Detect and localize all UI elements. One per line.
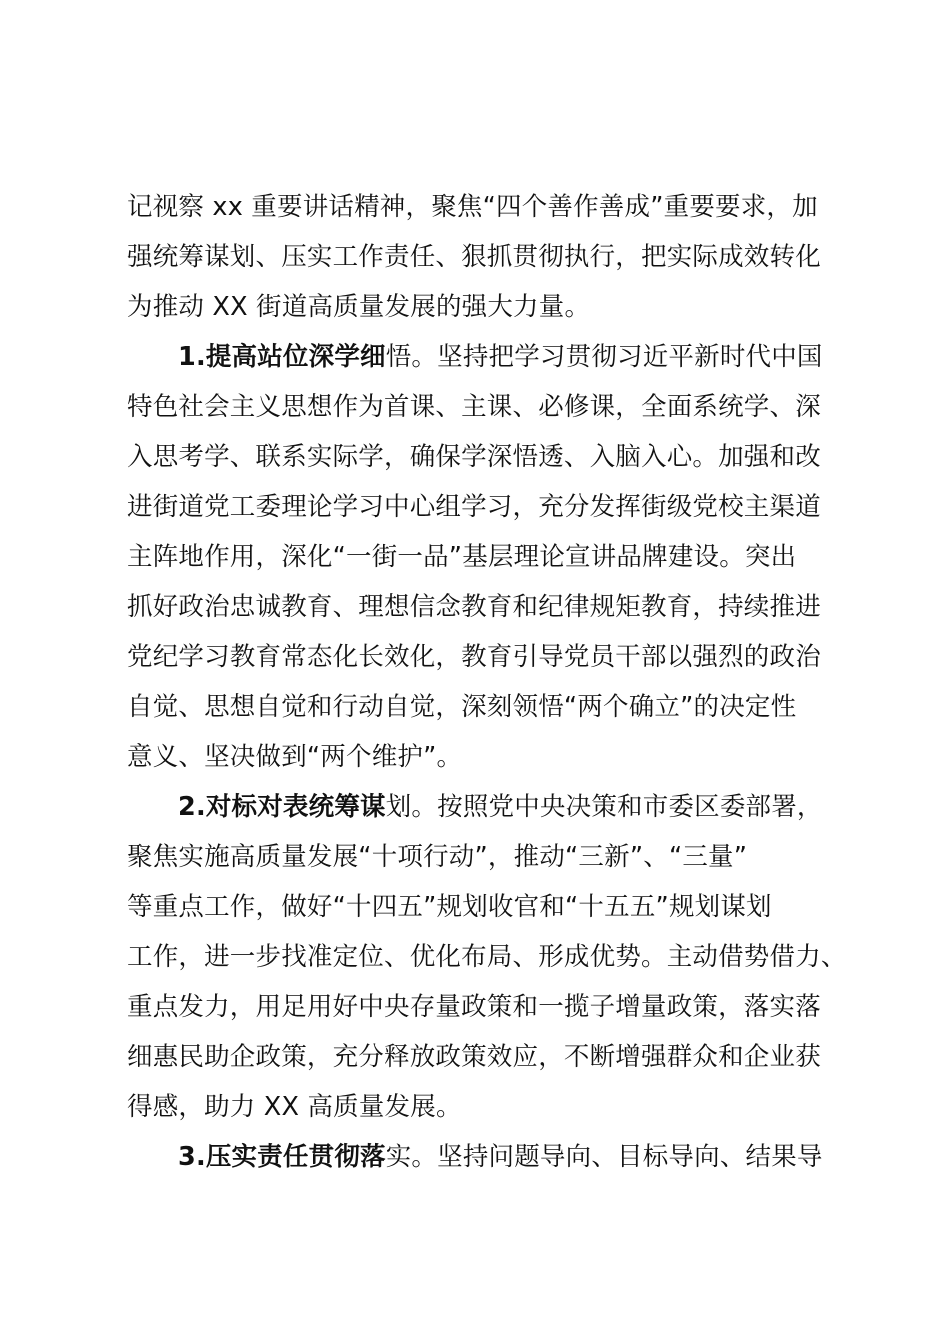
intro-line-1: 记视察 xx 重要讲话精神，聚焦“四个善作善成”重要要求，加 xyxy=(127,192,818,222)
p3-heading: 3.压实责任贯彻落 xyxy=(178,1142,386,1172)
p3-first-rest: 实。坚持问题导向、目标导向、结果导 xyxy=(385,1142,823,1172)
p2-line: 聚焦实施高质量发展“十项行动”，推动“三新”、“三量” xyxy=(127,842,748,872)
p1-line: 特色社会主义思想作为首课、主课、必修课，全面系统学、深 xyxy=(127,392,821,422)
p2-line: 细惠民助企政策，充分释放政策效应，不断增强群众和企业获 xyxy=(127,1042,821,1072)
p2-first-line xyxy=(178,790,938,824)
p1-line: 抓好政治忠诚教育、理想信念教育和纪律规矩教育，持续推进 xyxy=(127,592,821,622)
p1-line: 自觉、思想自觉和行动自觉，深刻领悟“两个确立”的决定性 xyxy=(127,692,797,722)
p1-line: 主阵地作用，深化“一街一品”基层理论宣讲品牌建设。突出 xyxy=(127,542,797,572)
p1-first-line xyxy=(178,340,938,374)
p2-heading: 2.对标对表统筹谋 xyxy=(178,792,386,822)
p1-line: 党纪学习教育常态化长效化，教育引导党员干部以强烈的政治 xyxy=(127,642,821,672)
p2-line: 得感，助力 XX 高质量发展。 xyxy=(127,1092,462,1122)
p2-line: 等重点工作，做好“十四五”规划收官和“十五五”规划谋划 xyxy=(127,892,772,922)
p1-line: 入思考学、联系实际学，确保学深悟透、入脑入心。加强和改 xyxy=(127,442,821,472)
p2-first-rest: 划。按照党中央决策和市委区委部署， xyxy=(385,792,823,822)
p1-heading: 1.提高站位深学细 xyxy=(178,342,386,372)
p1-line: 进街道党工委理论学习中心组学习，充分发挥街级党校主渠道 xyxy=(127,492,821,522)
p2-line: 重点发力，用足用好中央存量政策和一揽子增量政策，落实落 xyxy=(127,992,821,1022)
p1-first-rest: 悟。坚持把学习贯彻习近平新时代中国 xyxy=(385,342,823,372)
p2-line: 工作，进一步找准定位、优化布局、形成优势。主动借势借力、 xyxy=(127,942,847,972)
p1-line: 意义、坚决做到“两个维护”。 xyxy=(127,742,463,772)
intro-line-3: 为推动 XX 街道高质量发展的强大力量。 xyxy=(127,292,591,322)
p3-first-line xyxy=(178,1140,938,1174)
intro-line-2: 强统筹谋划、压实工作责任、狠抓贯彻执行，把实际成效转化 xyxy=(127,242,821,272)
